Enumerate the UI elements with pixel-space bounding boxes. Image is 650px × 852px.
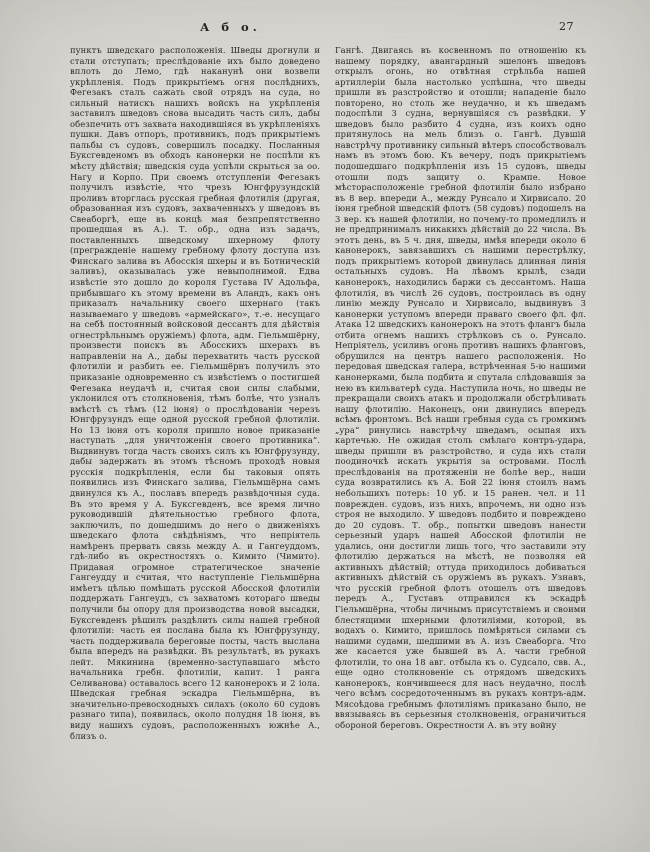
article-text-block (70, 45, 586, 838)
page-number: 27 (559, 20, 574, 33)
page-title: А б о. (200, 20, 261, 34)
text-column-left: пунктъ шведскаго расположенія. Шведы дрогнули и стали отступать; преслѣдованіе ихъ было доведено вплоть до Лемо, гдѣ наканунѣ они возвели укрѣпленія. Подъ прикрытіемъ огня послѣднихъ, Фегезакъ сталъ сажать свой отрядъ на суда, но сильный натискъ нашихъ войскъ на укрѣпленія заставилъ шведовъ снова высадить часть силъ, дабы обезпечить отъ захвата находившіяся въ укрѣпленіяхъ пушки. Давъ отпоръ, противникъ, подъ прикрытіемъ пальбы съ судовъ, совершилъ посадку. Посланныя Буксгевденомъ въ обходъ канонерки не поспѣли къ мѣсту дѣйствія; шведскія суда успѣли скрыться за оо. Нагу и Корпо. При своемъ отступленіи Фегезакъ получилъ извѣстіе, что чрезъ Юнгфрузундскій проливъ вторглась русская гребная флотилія (другая, образованная изъ судовъ, захваченныхъ у шведовъ въ Свеаборгѣ, еще въ концѣ мая безпрепятственно прошедшая въ А.). Т. обр., одна изъ задачъ, поставленныхъ шведскому шхерному флоту (прегражденіе нашему гребному флоту доступа изъ Финскаго залива въ Абосскія шхеры и въ Ботническій заливъ), оказывалась уже невыполнимой. Едва извѣстіе это дошло до короля Густава IV Адольфа, прибывшаго къ этому времени въ Аландъ, какъ онъ приказалъ начальнику своего шхернаго (такъ называемаго у шведовъ «армейскаго», т.-е. несущаго на себѣ постоянный войсковой дессантъ для дѣйствія огнестрѣльнымъ оружіемъ) флота, адм. Гіельмшёрну, произвести поискъ въ Абосскихъ шхерахъ въ направленіи на А., дабы перехватить часть русской флотиліи и разбить ее. Гіельмшёрнъ получилъ это приказаніе одновременно съ извѣстіемъ о постигшей Фегезака неудачѣ и, считая свои силы слабыми, уклонился отъ столкновенія, тѣмъ болѣе, что узналъ вмѣстѣ съ тѣмъ (12 іюня) о прослѣдованіи черезъ Юнгфрузундъ еще одной русской гребной флотиліи. Но 13 іюня отъ короля пришло новое приказаніе наступать „для уничтоженія своего противника“. Выдвинувъ тогда часть своихъ силъ къ Юнгфрузунду, дабы задержать въ этомъ тѣсномъ проходѣ новыя русскія подкрѣпленія, если бы таковыя опять появились изъ Финскаго залива, Гіельмшёрна самъ двинулся къ А., пославъ впередъ развѣдочныя суда. Въ это время у А. Буксгевденъ, все время лично руководившій дѣятельностью гребного флота, заключилъ, по дошедшимъ до него о движеніяхъ шведскаго флота свѣдѣніямъ, что непріятель намѣренъ прервать связь между А. и Гангеуддомъ, гдѣ-либо въ окрестностяхъ о. Кимито (Чимито). Придавая огромное стратегическое значеніе Гангеудду и считая, что наступленіе Гіельмшёрна имѣетъ цѣлью помѣшать русской Абосской флотиліи поддержать Гангеудъ, съ захватомъ котораго шведы получили бы опору для производства новой высадки, Буксгевденъ рѣшилъ раздѣлить силы нашей гребной флотиліи: часть ея послана была къ Юнгфрузунду, часть поддерживала береговые посты, часть выслана была впередъ на развѣдки. Въ результатѣ, въ рукахъ лейт. Мякинина (временно-заступавшаго мѣсто начальника гребн. флотиліи, капит. 1 ранга Селиванова) оставалось всего 12 канонерокъ и 2 іола. Шведская гребная эскадра Гіельмшёрна, въ значительно-превосходныхъ силахъ (около 60 судовъ разнаго типа), появилась, около полудня 18 іюня, въ виду нашихъ судовъ, расположенныхъ южнѣе А., близъ о. (70, 45, 320, 741)
running-head (70, 20, 586, 36)
text-column-right: Гангѣ. Двигаясь въ косвенномъ по отношенію къ нашему порядку, авангардный эшелонъ шведовъ открылъ огонь, но отвѣтная стрѣльба нашей артиллеріи была настолько успѣшна, что шведы пришли въ разстройство и отошли; нападеніе было повторено, но столь же неудачно, и къ шведамъ подоспѣли 3 судна, вернувшіяся съ развѣдки. У шведовъ было разбито 4 судна, изъ коихъ одно притянулось на мель близъ о. Гангѣ. Дувшій навстрѣчу противнику сильный вѣтеръ способствовалъ намъ въ этомъ бою. Къ вечеру, подъ прикрытіемъ подошедшаго подкрѣпленія изъ 15 судовъ, шведы отошли подъ защиту о. Крампе. Новое мѣсторасположеніе гребной флотиліи было избрано въ 8 вер. впереди А., между Рунсало и Хирвисало. 20 іюня гребной шведскій флотъ (58 судовъ) подошелъ на 3 вер. къ нашей флотиліи, но почему-то промедлилъ и не предпринималъ никакихъ дѣйствій до 22 числа. Въ этотъ день, въ 5 ч. дня, шведы, имѣя впереди около 6 канонерокъ, завязавшихъ съ нашими перестрѣлку, подъ прикрытіемъ которой двинулась длинная линія остальныхъ судовъ. На лѣвомъ крылѣ, сзади канонерокъ, находились баржи съ дессантомъ. Наша флотилія, въ числѣ 26 судовъ, построилась въ одну линію между Рунсало и Хирвисало, выдвинувъ 3 канонерки уступомъ впереди праваго своего фл. фл. Атака 12 шведскихъ канонерокъ на этотъ флангъ была отбита огнемъ нашихъ стрѣлковъ съ о. Рунсало. Непріятель, усиливъ огонь противъ нашихъ фланговъ, обрушился на центръ нашего расположенія. Но передовая шведская галера, встрѣченная 5-ю нашими канонерками, была подбита и спутала слѣдовавшія за нею въ кильватерѣ суда. Наступила ночь, но шведы не прекращали своихъ атакъ и продолжали обстрѣливать нашу флотилію. Наконецъ, они двинулись впередъ всѣмъ фронтомъ. Всѣ наши гребныя суда съ громкимъ „ура“ ринулись навстрѣчу шведамъ, осыпая ихъ картечью. Не ожидая столь смѣлаго контръ-удара, шведы пришли въ разстройство, и суда ихъ стали поодиночкѣ искать укрытія за островами. Послѣ преслѣдованія на протяженіи не болѣе вер., наши суда возвратились къ А. Бой 22 іюня стоилъ намъ небольшихъ потерь: 10 уб. и 15 ранен. чел. и 11 поврежден. судовъ, изъ нихъ, впрочемъ, ни одно изъ строя не выходило. У шведовъ подбито и повреждено до 20 судовъ. Т. обр., попытки шведовъ нанести серьезный ударъ нашей Абосской флотиліи не удались, они достигли лишь того, что заставили эту флотилію держаться на мѣстѣ, не позволяя ей активныхъ дѣйствій; оттуда приходилось добиваться активныхъ дѣйствій съ оружіемъ въ рукахъ. Узнавъ, что русскій гребной флотъ отошелъ отъ шведовъ передъ А., Густавъ отправился къ эскадрѣ Гіельмшёрна, чтобы личнымъ присутствіемъ и своими блестящими шхерными флотиліями, которой, въ водахъ о. Кимито, пришлось помѣряться силами съ нашими судами, шедшими въ А. изъ Свеаборга. Что же касается уже бывшей въ А. части гребной флотиліи, то она 18 авг. отбыла къ о. Судсало, свв. А., еще одно столкновеніе съ отрядомъ шведскихъ канонерокъ, кончившееся для насъ неудачно, послѣ чего всѣмъ сосредоточеннымъ въ рукахъ контръ-адм. Мясоѣдова гребнымъ флотиліямъ приказано было, не ввязываясь въ серьезныя столкновенія, ограничиться обороной береговъ. Окрестности А. въ эту войну (335, 45, 586, 730)
